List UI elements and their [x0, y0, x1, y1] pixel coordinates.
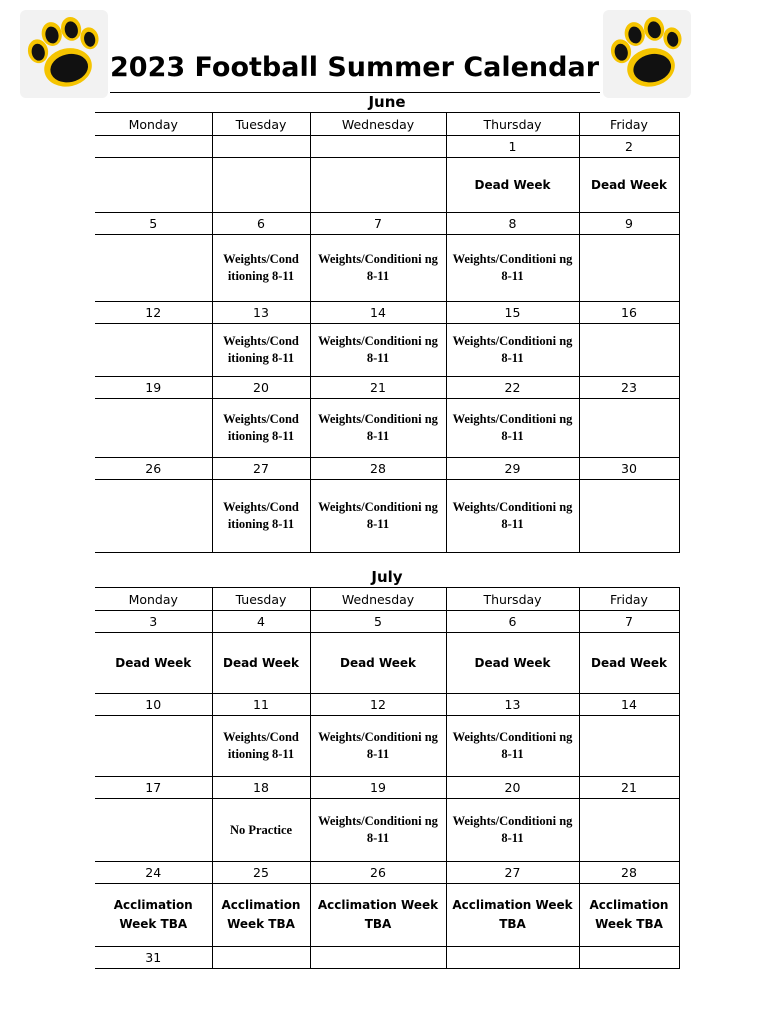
- calendar-table: [95, 112, 680, 553]
- date-cell: [310, 136, 446, 158]
- date-row: [95, 777, 679, 799]
- date-cell: 30: [579, 458, 679, 480]
- date-cell: [212, 947, 310, 969]
- event-cell: [310, 158, 446, 213]
- event-cell: Weights/Conditioni ng 8-11: [310, 480, 446, 553]
- paw-print-logo-right: [603, 10, 691, 98]
- date-cell: 29: [446, 458, 579, 480]
- date-cell: 11: [212, 694, 310, 716]
- event-cell: Dead Week: [446, 633, 579, 694]
- event-cell: [95, 324, 212, 377]
- date-cell: 21: [579, 777, 679, 799]
- event-row: [95, 235, 679, 302]
- event-cell: Dead Week: [95, 633, 212, 694]
- event-row: [95, 158, 679, 213]
- event-cell: Weights/Conditioni ng 8-11: [446, 716, 579, 777]
- event-row: [95, 716, 679, 777]
- event-cell: Dead Week: [579, 158, 679, 213]
- event-cell: [212, 158, 310, 213]
- event-cell: Weights/Conditioni ng 8-11: [310, 235, 446, 302]
- event-row: [95, 799, 679, 862]
- date-cell: [95, 136, 212, 158]
- event-cell: [579, 480, 679, 553]
- date-row: [95, 947, 679, 969]
- date-cell: [310, 947, 446, 969]
- date-cell: [212, 136, 310, 158]
- date-cell: [446, 947, 579, 969]
- date-cell: 15: [446, 302, 579, 324]
- date-row: [95, 694, 679, 716]
- event-cell: [579, 324, 679, 377]
- date-row: [95, 136, 679, 158]
- date-row: [95, 862, 679, 884]
- event-cell: No Practice: [212, 799, 310, 862]
- weekday-header: Friday: [579, 588, 679, 611]
- event-cell: Weights/Cond itioning 8-11: [212, 235, 310, 302]
- event-cell: Weights/Cond itioning 8-11: [212, 480, 310, 553]
- event-cell: Acclimation Week TBA: [212, 884, 310, 947]
- event-cell: Weights/Cond itioning 8-11: [212, 399, 310, 458]
- month-title: June: [368, 93, 406, 111]
- event-cell: Weights/Conditioni ng 8-11: [310, 399, 446, 458]
- date-cell: 19: [95, 377, 212, 399]
- date-cell: 24: [95, 862, 212, 884]
- event-cell: Acclimation Week TBA: [310, 884, 446, 947]
- weekday-header: Thursday: [446, 588, 579, 611]
- page-title: 2023 Football Summer Calendar: [110, 48, 600, 93]
- paw-print-icon: [20, 10, 108, 98]
- date-cell: 13: [446, 694, 579, 716]
- event-row: [95, 324, 679, 377]
- event-cell: [95, 480, 212, 553]
- date-cell: 2: [579, 136, 679, 158]
- date-row: [95, 611, 679, 633]
- weekday-header-row: [95, 113, 679, 136]
- event-cell: [579, 235, 679, 302]
- event-cell: [95, 158, 212, 213]
- date-cell: [579, 947, 679, 969]
- event-row: [95, 480, 679, 553]
- month-july: [95, 567, 679, 969]
- event-cell: [95, 235, 212, 302]
- date-cell: 12: [95, 302, 212, 324]
- paw-print-logo-left: [20, 10, 108, 98]
- event-cell: Dead Week: [446, 158, 579, 213]
- event-row: [95, 633, 679, 694]
- date-cell: 1: [446, 136, 579, 158]
- event-cell: Weights/Conditioni ng 8-11: [310, 716, 446, 777]
- weekday-header: Monday: [95, 588, 212, 611]
- event-cell: Acclimation Week TBA: [95, 884, 212, 947]
- calendar-table: [95, 587, 680, 969]
- event-cell: Weights/Conditioni ng 8-11: [310, 324, 446, 377]
- date-cell: 17: [95, 777, 212, 799]
- weekday-header: Thursday: [446, 113, 579, 136]
- date-cell: 6: [446, 611, 579, 633]
- date-cell: 23: [579, 377, 679, 399]
- month-june: [95, 92, 679, 553]
- event-cell: Dead Week: [212, 633, 310, 694]
- date-cell: 20: [212, 377, 310, 399]
- date-cell: 26: [310, 862, 446, 884]
- weekday-header: Tuesday: [212, 113, 310, 136]
- date-cell: 14: [579, 694, 679, 716]
- date-cell: 6: [212, 213, 310, 235]
- event-cell: Acclimation Week TBA: [579, 884, 679, 947]
- date-cell: 22: [446, 377, 579, 399]
- paw-print-icon: [603, 10, 691, 98]
- event-cell: Dead Week: [310, 633, 446, 694]
- event-cell: Weights/Conditioni ng 8-11: [446, 480, 579, 553]
- date-row: [95, 213, 679, 235]
- event-cell: Weights/Conditioni ng 8-11: [446, 799, 579, 862]
- date-cell: 26: [95, 458, 212, 480]
- weekday-header: Wednesday: [310, 588, 446, 611]
- weekday-header: Monday: [95, 113, 212, 136]
- date-cell: 7: [579, 611, 679, 633]
- date-cell: 5: [95, 213, 212, 235]
- event-cell: [579, 799, 679, 862]
- date-cell: 7: [310, 213, 446, 235]
- date-cell: 10: [95, 694, 212, 716]
- event-cell: Weights/Conditioni ng 8-11: [310, 799, 446, 862]
- event-cell: [579, 716, 679, 777]
- date-cell: 27: [446, 862, 579, 884]
- date-cell: 5: [310, 611, 446, 633]
- month-title: July: [371, 568, 403, 586]
- date-cell: 18: [212, 777, 310, 799]
- date-cell: 31: [95, 947, 212, 969]
- event-cell: Weights/Cond itioning 8-11: [212, 716, 310, 777]
- date-cell: 12: [310, 694, 446, 716]
- date-cell: 25: [212, 862, 310, 884]
- weekday-header-row: [95, 588, 679, 611]
- event-cell: Weights/Cond itioning 8-11: [212, 324, 310, 377]
- event-cell: [95, 716, 212, 777]
- event-cell: Weights/Conditioni ng 8-11: [446, 324, 579, 377]
- event-cell: Dead Week: [579, 633, 679, 694]
- date-cell: 3: [95, 611, 212, 633]
- date-cell: 21: [310, 377, 446, 399]
- date-row: [95, 458, 679, 480]
- date-cell: 8: [446, 213, 579, 235]
- date-row: [95, 377, 679, 399]
- date-cell: 13: [212, 302, 310, 324]
- date-cell: 19: [310, 777, 446, 799]
- date-cell: 20: [446, 777, 579, 799]
- weekday-header: Friday: [579, 113, 679, 136]
- date-cell: 28: [310, 458, 446, 480]
- date-cell: 27: [212, 458, 310, 480]
- event-cell: Acclimation Week TBA: [446, 884, 579, 947]
- event-row: [95, 399, 679, 458]
- date-row: [95, 302, 679, 324]
- event-row: [95, 884, 679, 947]
- event-cell: [95, 399, 212, 458]
- date-cell: 16: [579, 302, 679, 324]
- event-cell: Weights/Conditioni ng 8-11: [446, 235, 579, 302]
- date-cell: 28: [579, 862, 679, 884]
- event-cell: [579, 399, 679, 458]
- event-cell: [95, 799, 212, 862]
- date-cell: 9: [579, 213, 679, 235]
- date-cell: 4: [212, 611, 310, 633]
- weekday-header: Tuesday: [212, 588, 310, 611]
- event-cell: Weights/Conditioni ng 8-11: [446, 399, 579, 458]
- date-cell: 14: [310, 302, 446, 324]
- weekday-header: Wednesday: [310, 113, 446, 136]
